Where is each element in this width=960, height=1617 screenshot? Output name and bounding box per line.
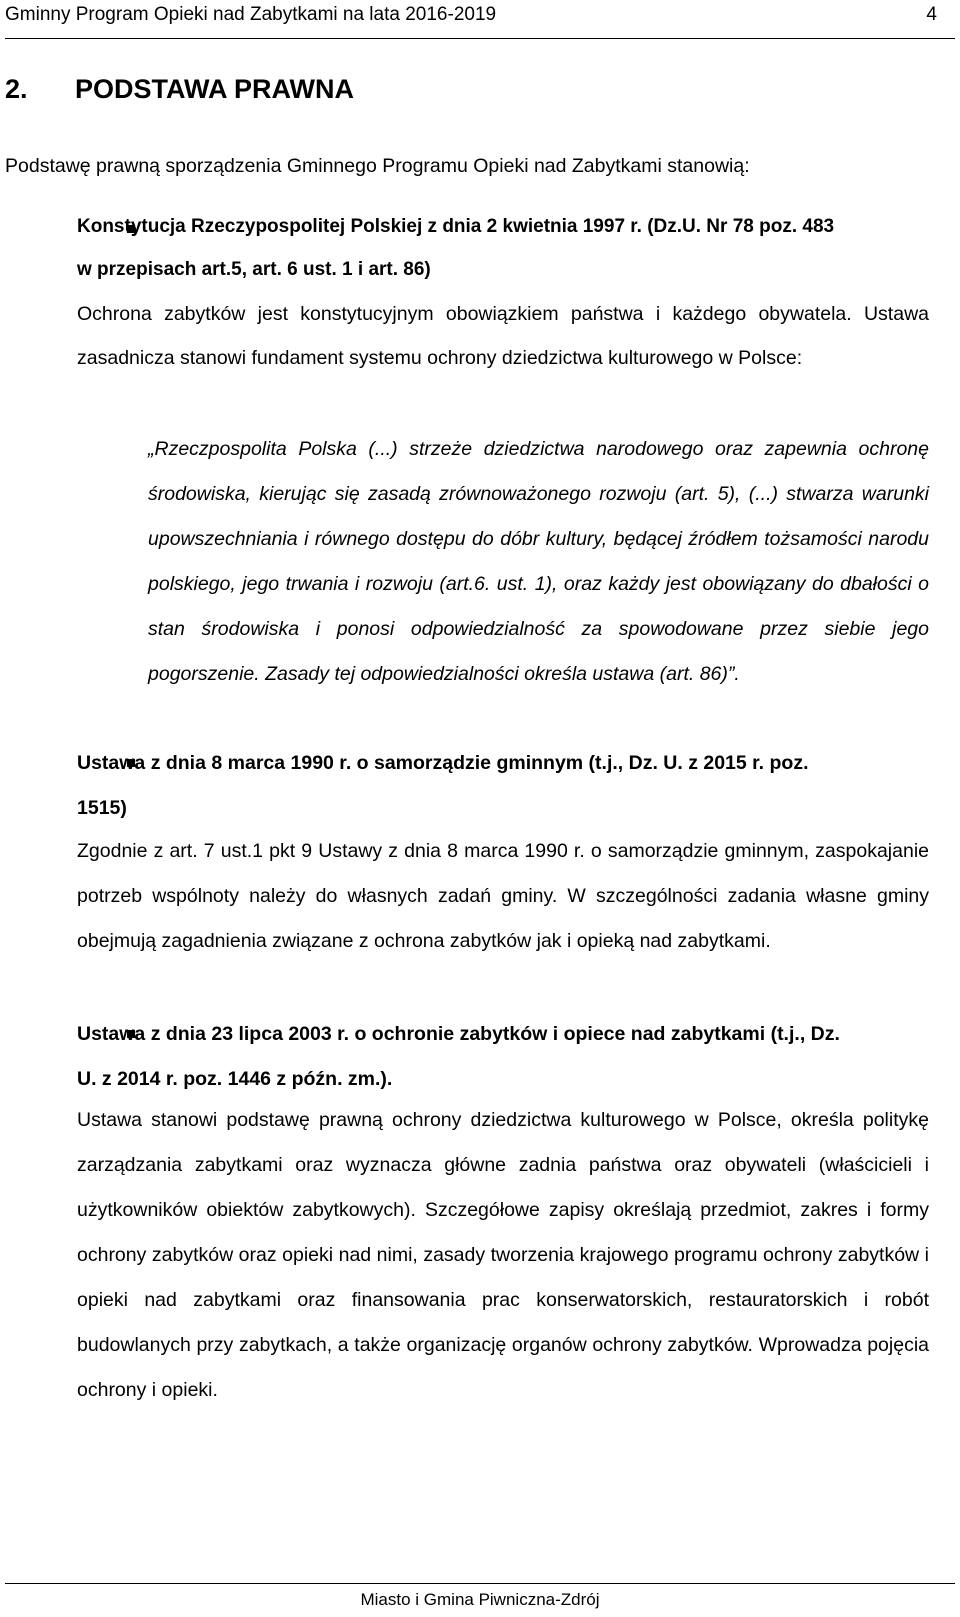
item-2-body: Zgodnie z art. 7 ust.1 pkt 9 Ustawy z dnia 8 marca 1990 r. o samorządzie gminnym, zaspokajanie potrzeb wspólnoty należy do własnych zadań gminy. W szczególności zadania własne gminy obejmują zagadnienia związane z ochrona zabytków jak i opieką nad zabytkami. (77, 840, 929, 952)
item-3-body: Ustawa stanowi podstawę prawną ochrony dziedzictwa kulturowego w Polsce, określa politykę zarządzania zabytkami oraz wyznacza główne zadnia państwa oraz obywateli (właścicieli i użytkowników obiektów zabytkowych). Szczegółowe zapisy określają przedmiot, zakres i formy ochrony zabytków oraz opieki nad nimi, zasady tworzenia krajowego programu ochrony zabytków i opieki nad zabytkami oraz finansowania prac konserwatorskich, restauratorskich i robót budowlanych przy zabytkach, a także organizację organów ochrony zabytków. Wprowadza pojęcia ochrony i opieki. (77, 1109, 929, 1401)
page-footer: Miasto i Gmina Piwniczna-Zdrój (360, 1590, 600, 1609)
item-3-heading-line-2: U. z 2014 r. poz. 1446 z późn. zm.). (77, 1068, 393, 1090)
footer-rule (5, 1583, 955, 1584)
section-title: PODSTAWA PRAWNA (75, 74, 355, 104)
item-1-quote: „Rzeczpospolita Polska (...) strzeże dziedzictwa narodowego oraz zapewnia ochronę środowiska, kierując się zasadą zrównoważonego rozwoju (art. 5), (...) stwarza warunki upowszechniania i równego dostępu do dóbr kultury, będącej źródłem tożsamości narodu polskiego, jego trwania i rozwoju (art.6. ust. 1), oraz każdy jest obowiązany do dbałości o stan środowiska i ponosi odpowiedzialność za spowodowane przez siebie jego pogorszenie. Zasady tej odpowiedzialności określa ustawa (art. 86)”. (148, 438, 929, 685)
item-1-heading-line-2: w przepisach art.5, art. 6 ust. 1 i art. 86) (77, 259, 431, 280)
intro-paragraph: Podstawę prawną sporządzenia Gminnego Programu Opieki nad Zabytkami stanowią: (5, 155, 750, 177)
section-heading (5, 74, 354, 105)
item-3-heading-line-1: Ustawa z dnia 23 lipca 2003 r. o ochronie zabytków i opiece nad zabytkami (t.j., Dz. (77, 1023, 840, 1045)
item-2-heading-line-1: Ustawa z dnia 8 marca 1990 r. o samorządzie gminnym (t.j., Dz. U. z 2015 r. poz. (77, 752, 809, 774)
running-header (5, 2, 955, 39)
item-1-body: Ochrona zabytków jest konstytucyjnym obowiązkiem państwa i każdego obywatela. Ustawa zasadnicza stanowi fundament systemu ochrony dziedzictwa kulturowego w Polsce: (77, 303, 929, 369)
document-title: Gminny Program Opieki nad Zabytkami na lata 2016-2019 (5, 4, 497, 25)
item-2-heading-line-2: 1515) (77, 797, 127, 819)
page-number: 4 (926, 4, 937, 25)
item-1-heading-line-1: Konstytucja Rzeczypospolitej Polskiej z dnia 2 kwietnia 1997 r. (Dz.U. Nr 78 poz. 483 (77, 216, 835, 237)
section-number: 2. (5, 74, 28, 104)
